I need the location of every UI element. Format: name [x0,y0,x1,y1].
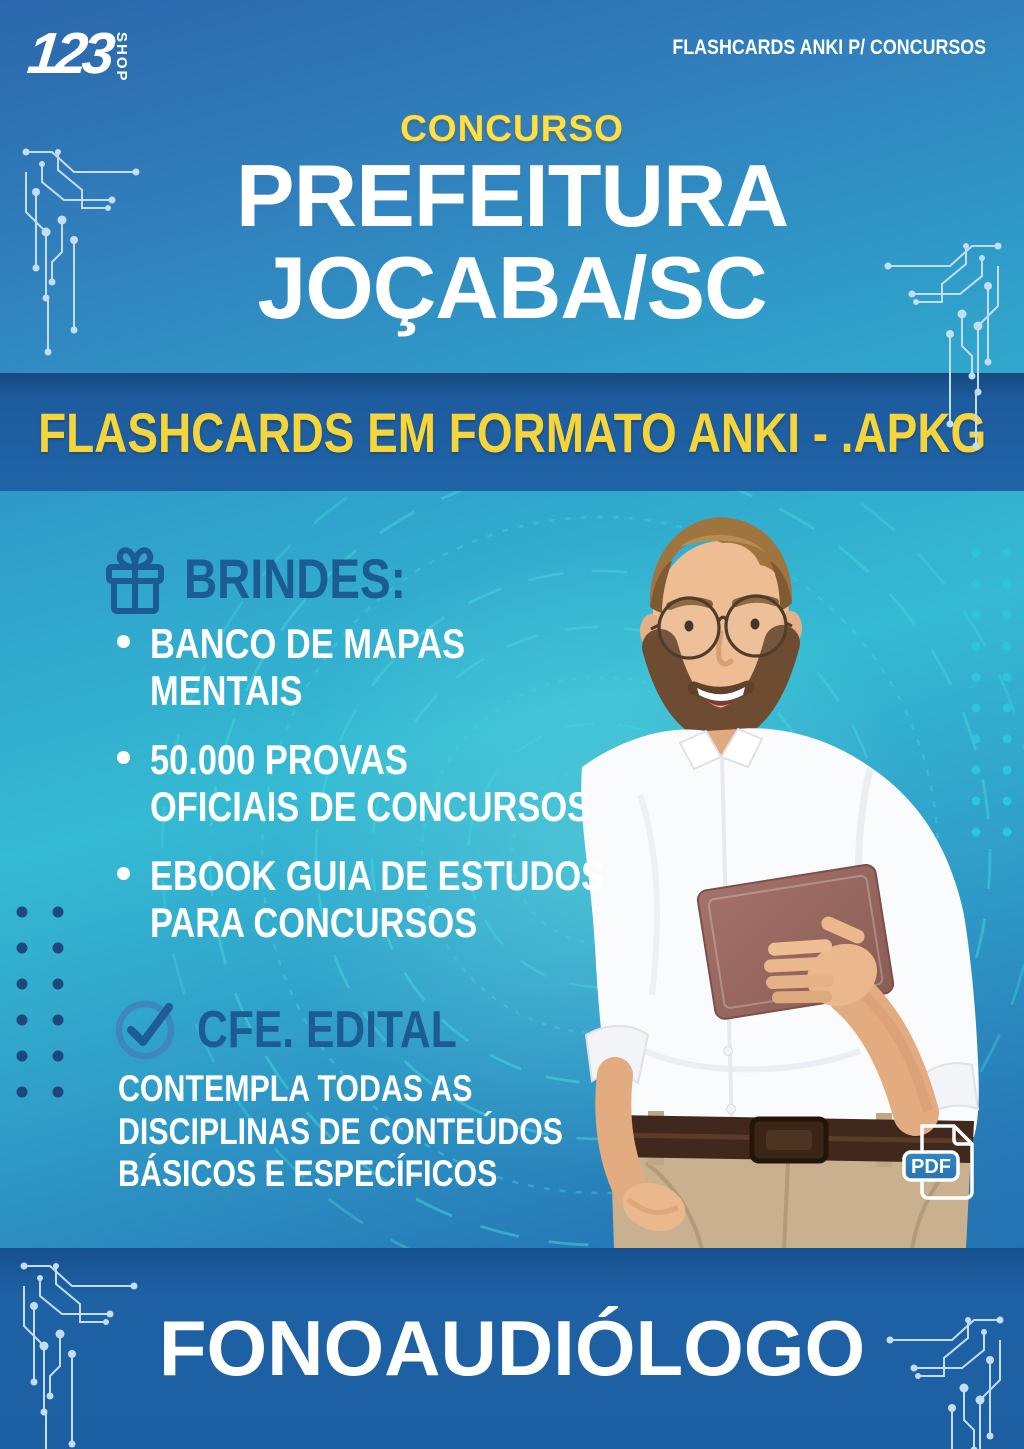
gift-icon [103,541,167,617]
benefits-list [117,620,605,968]
benefit-line: EBOOK GUIA DE ESTUDOS [150,852,605,899]
edital-line: DISCIPLINAS DE CONTEÚDOS [118,1110,564,1152]
format-band-text: FLASHCARDS EM FORMATO ANKI - .APKG [37,400,987,464]
list-item [117,620,597,714]
dot-grid-left [17,907,64,1098]
bullet-dot [117,751,130,764]
title-line-2: JOÇABA/SC [257,238,767,337]
bullet-dot [117,867,130,880]
benefits-heading [184,546,455,611]
benefit-line: BANCO DE MAPAS [150,620,466,667]
brand-logo [24,21,130,86]
edital-heading [197,1000,514,1060]
pdf-file-icon [902,1120,980,1204]
bullet-dot [117,635,130,648]
dot-grid-right [972,549,1012,837]
list-item [117,736,597,830]
kicker: CONCURSO [400,108,624,149]
edital-line: CONTEMPLA TODAS AS [118,1068,473,1109]
list-item [117,852,605,946]
role-title: FONOAUDIÓLOGO [158,1304,866,1392]
brand-logo-number: 123 [24,21,114,86]
edital-heading-text: CFE. EDITAL [197,1001,457,1059]
benefit-line: PARA CONCURSOS [150,899,478,946]
edital-paragraph [118,1068,661,1196]
header-tagline-text: FLASHCARDS ANKI P/ CONCURSOS [672,36,986,59]
benefit-line: OFICIAIS DE CONCURSOS [150,783,591,830]
brand-logo-shop: SHOP [112,32,130,83]
benefits-heading-text: BRINDES: [184,547,406,610]
header-tagline [617,36,986,60]
title-line-1: PREFEITURA [235,146,789,245]
pdf-label: PDF [911,1156,951,1178]
check-circle-icon [113,993,183,1063]
page-title [0,146,1024,337]
benefit-line: 50.000 PROVAS [150,736,408,783]
edital-line: BÁSICOS E ESPECÍFICOS [118,1153,498,1194]
benefit-line: MENTAIS [150,667,303,714]
